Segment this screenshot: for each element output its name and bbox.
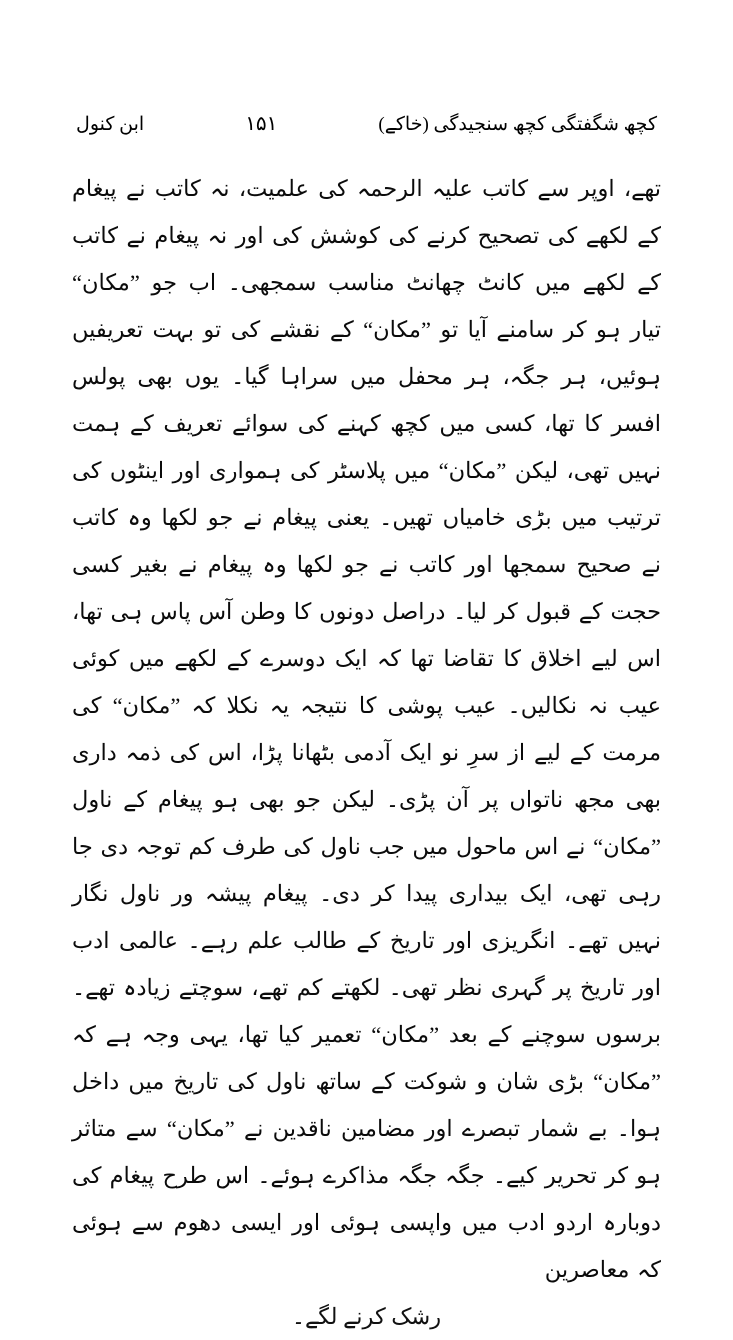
author-name: ابن کنول (76, 114, 145, 135)
page-body (72, 165, 661, 1293)
page-number: ۱۵۱ (245, 113, 278, 135)
book-title: کچھ شگفتگی کچھ سنجیدگی (خاکے) (378, 114, 657, 135)
paragraph: تھے، اوپر سے کاتب علیہ الرحمہ کی علمیت، نہ کاتب نے پیغام کے لکھے کی تصحیح کرنے کی کوشش کی اور نہ پیغام نے کاتب کے لکھے میں کانٹ چھانٹ مناسب سمجھی۔ اب جو ”مکان“ تیار ہو کر سامنے آیا تو ”مکان“ کے نقشے کی تو بہت تعریفیں ہوئیں، ہر جگہ، ہر محفل میں سراہا گیا۔ یوں بھی پولس افسر کا تھا، کسی میں کچھ کہنے کی سوائے تعریف کے ہمت نہیں تھی، لیکن ”مکان“ میں پلاسٹر کی ہمواری اور اینٹوں کی ترتیب میں بڑی خامیاں تھیں۔ یعنی پیغام نے جو لکھا وہ کاتب نے صحیح سمجھا اور کاتب نے جو لکھا وہ پیغام نے بغیر کسی حجت کے قبول کر لیا۔ دراصل دونوں کا وطن آس پاس ہی تھا، اس لیے اخلاق کا تقاضا تھا کہ ایک دوسرے کے لکھے میں کوئی عیب نہ نکالیں۔ عیب پوشی کا نتیجہ یہ نکلا کہ ”مکان“ کی مرمت کے لیے از سرِ نو ایک آدمی بٹھانا پڑا، اس کی ذمہ داری بھی مجھ ناتواں پر آن پڑی۔ لیکن جو بھی ہو پیغام کے ناول ”مکان“ نے اس ماحول میں جب ناول کی طرف کم توجہ دی جا رہی تھی، ایک بیداری پیدا کر دی۔ پیغام پیشہ ور ناول نگار نہیں تھے۔ انگریزی اور تاریخ کے طالب علم رہے۔ عالمی ادب اور تاریخ پر گہری نظر تھی۔ لکھتے کم تھے، سوچتے زیادہ تھے۔ برسوں سوچنے کے بعد ”مکان“ تعمیر کیا تھا، یہی وجہ ہے کہ ”مکان“ بڑی شان و شوکت کے ساتھ ناول کی تاریخ میں داخل ہوا۔ بے شمار تبصرے اور مضامین ناقدین نے ”مکان“ سے متاثر ہو کر تحریر کیے۔ جگہ جگہ مذاکرے ہوئے۔ اس طرح پیغام کی دوبارہ اردو ادب میں واپسی ہوئی اور ایسی دھوم سے ہوئی کہ معاصرین (72, 175, 661, 1282)
closing-line: رشک کرنے لگے۔ (291, 1303, 442, 1329)
page-header (72, 110, 661, 139)
